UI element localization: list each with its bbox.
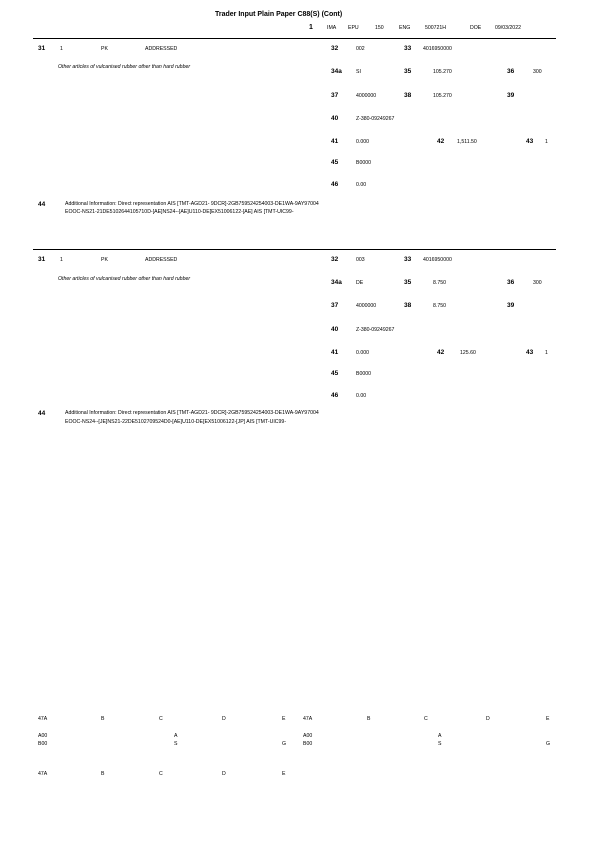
additional-info-line-2: EOOC-NS21-21DE5102644105710D-[AE]NS24--[AE]U110-DE[EX51006122-[AE] AIS [TMT-UIC99-: [65, 209, 294, 215]
box-36-value: 300: [533, 280, 542, 286]
box-33-label: 33: [404, 45, 412, 52]
rate-header-2: C: [424, 716, 428, 722]
box-34a-label: 34a: [331, 279, 342, 286]
page-number: 1: [309, 24, 313, 31]
page-title: Trader Input Plain Paper C88(S) (Cont): [215, 11, 343, 18]
box-46-label: 46: [331, 181, 339, 188]
box-41-value: 0.000: [356, 350, 369, 356]
mp-header-3: E: [282, 771, 286, 777]
box-44-label: 44: [38, 201, 46, 208]
box-36-label: 36: [507, 279, 515, 286]
rate-a: A: [174, 733, 178, 739]
doe-value: 09/03/2022: [495, 25, 521, 31]
box-40-value: Z-380-09249267: [356, 327, 395, 333]
box-33-value: 4016950000: [423, 46, 452, 52]
tax-type-header-2: 47A: [303, 716, 313, 722]
mp-header: E: [282, 716, 286, 722]
box-40-label: 40: [331, 115, 339, 122]
mp-g: G: [282, 741, 287, 747]
box-41-value: 0.000: [356, 139, 369, 145]
box-37-label: 37: [331, 92, 339, 99]
box-42-label: 42: [437, 138, 445, 145]
box-39-label: 39: [507, 92, 515, 99]
box-43-label: 43: [526, 138, 534, 145]
package-kind: PK: [101, 257, 108, 263]
additional-info-line-1: Additional Information: Direct representation AIS [TMT-AGD21- 9DCR]-2GB759524254003-DE1WA-9AY97004: [65, 410, 319, 416]
box-46-label: 46: [331, 392, 339, 399]
box-38-value: 8.750: [433, 303, 446, 309]
box-36-label: 36: [507, 68, 515, 75]
box-44-label: 44: [38, 410, 46, 417]
rate-s: S: [174, 741, 178, 747]
box-32-label: 32: [331, 45, 339, 52]
epu-label: EPU: [348, 25, 359, 31]
tax-base-header-2: B: [367, 716, 371, 722]
additional-info-line-2: EOOC-NS24--[JE]NS21-22DE5102709524D0-[AE]U110-DE[EX51006122-[JP] AIS [TMT-UIC99-: [65, 419, 287, 425]
goods-description: Other articles of vulcanised rubber other than hard rubber: [58, 276, 191, 282]
amount-header: D: [222, 716, 226, 722]
tax-type-b00-2: B00: [303, 741, 313, 747]
tax-base-header: B: [101, 716, 105, 722]
box-41-label: 41: [331, 349, 339, 356]
rate-header-3: C: [159, 771, 163, 777]
package-kind: PK: [101, 46, 108, 52]
box-40-value: Z-380-09249267: [356, 116, 395, 122]
header-rule: [33, 38, 556, 39]
box-32-value: 002: [356, 46, 365, 52]
box-45-label: 45: [331, 159, 339, 166]
additional-info-line-1: Additional Information: Direct representation AIS [TMT-AGD21- 9DCR]-2GB759524254003-DE1WA-9AY97004: [65, 201, 319, 207]
box-42-value: 125.60: [460, 350, 476, 356]
box-34a-value: DE: [356, 280, 364, 286]
box-43-value: 1: [545, 139, 548, 145]
amount-header-2: D: [486, 716, 490, 722]
box-35-label: 35: [404, 68, 412, 75]
marks-addressed: ADDRESSED: [145, 257, 178, 263]
box-45-value: B0000: [356, 160, 372, 166]
box-43-value: 1: [545, 350, 548, 356]
tax-base-header-3: B: [101, 771, 105, 777]
rate-header: C: [159, 716, 163, 722]
box-38-value: 105.270: [433, 93, 452, 99]
box-46-value: 0.00: [356, 182, 367, 188]
epu-value: 150: [375, 25, 384, 31]
box-45-value: B0000: [356, 371, 372, 377]
box-37-label: 37: [331, 302, 339, 309]
box-40-label: 40: [331, 326, 339, 333]
box-34a-value: SI: [356, 69, 361, 75]
box-31-label: 31: [38, 256, 46, 263]
eng-label: ENG: [399, 25, 411, 31]
goods-description: Other articles of vulcanised rubber other than hard rubber: [58, 64, 191, 70]
box-38-label: 38: [404, 92, 412, 99]
amount-header-3: D: [222, 771, 226, 777]
rate-s-2: S: [438, 741, 442, 747]
box-34a-label: 34a: [331, 68, 342, 75]
box-43-label: 43: [526, 349, 534, 356]
box-45-label: 45: [331, 370, 339, 377]
item-number: 1: [60, 257, 63, 263]
item-divider: [33, 249, 556, 250]
box-38-label: 38: [404, 302, 412, 309]
tax-type-header: 47A: [38, 716, 48, 722]
tax-type-header-3: 47A: [38, 771, 48, 777]
tax-type-b00: B00: [38, 741, 48, 747]
box-37-value: 4000000: [356, 303, 377, 309]
rate-a-2: A: [438, 733, 442, 739]
doe-label: DOE: [470, 25, 482, 31]
box-31-label: 31: [38, 45, 46, 52]
box-42-value: 1,511.50: [457, 139, 477, 145]
item-number: 1: [60, 46, 63, 52]
box-42-label: 42: [437, 349, 445, 356]
box-36-value: 300: [533, 69, 542, 75]
box-32-value: 003: [356, 257, 365, 263]
marks-addressed: ADDRESSED: [145, 46, 178, 52]
box-37-value: 4000000: [356, 93, 377, 99]
box-46-value: 0.00: [356, 393, 367, 399]
box-33-label: 33: [404, 256, 412, 263]
box-35-label: 35: [404, 279, 412, 286]
eng-value: 500721H: [425, 25, 447, 31]
tax-type-a00: A00: [38, 733, 48, 739]
box-33-value: 4016950000: [423, 257, 452, 263]
mp-header-2: E: [546, 716, 550, 722]
box-32-label: 32: [331, 256, 339, 263]
ima-label: IMA: [327, 25, 337, 31]
box-41-label: 41: [331, 138, 339, 145]
box-35-value: 105.270: [433, 69, 452, 75]
box-39-label: 39: [507, 302, 515, 309]
mp-g-2: G: [546, 741, 551, 747]
tax-type-a00-2: A00: [303, 733, 313, 739]
box-35-value: 8.750: [433, 280, 446, 286]
